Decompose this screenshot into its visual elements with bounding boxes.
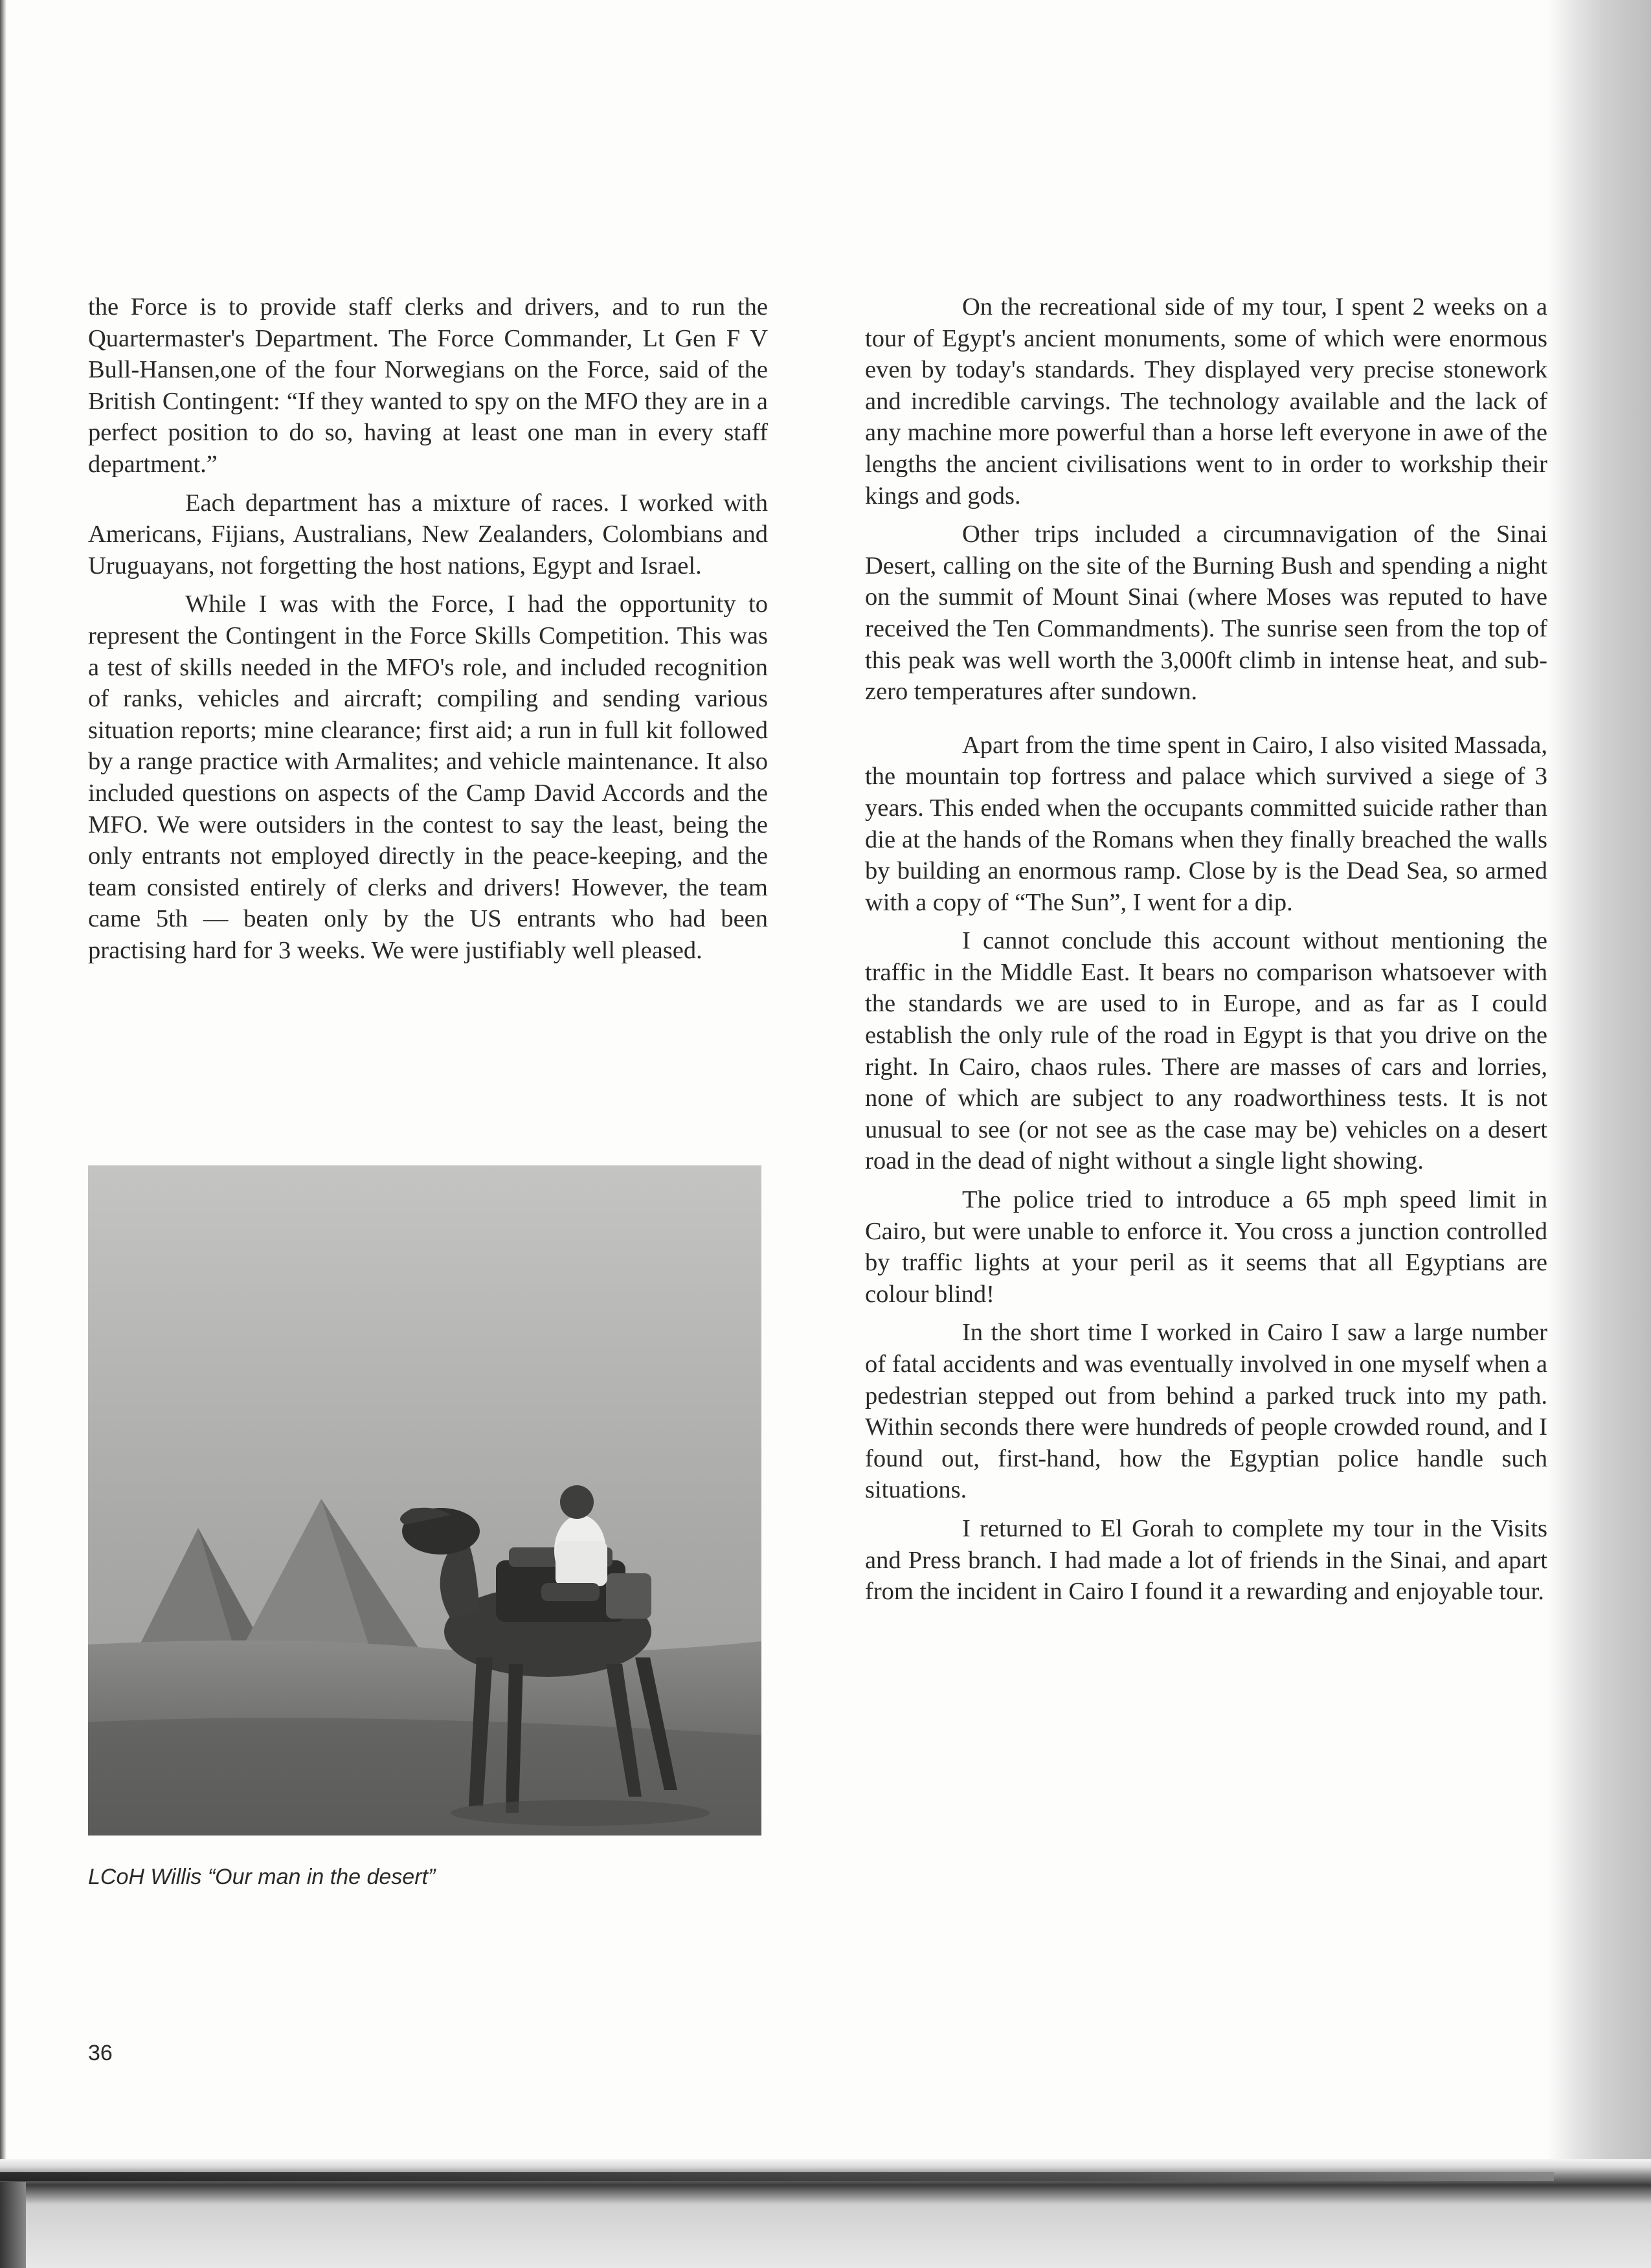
scan-corner: [0, 2182, 26, 2268]
right-paragraph-6: In the short time I worked in Cairo I saw a large number of fatal accidents and was eventually involved in one myself when a pedestrian stepped out from behind a parked truck into my path. Within seconds there were hundreds of people crowded round, and I found out, first-hand, how the Egyptian police handle such situations.: [865, 1319, 1547, 1504]
right-paragraph-4: I cannot conclude this account without mentioning the traffic in the Middle East. It bears no comparison whatsoever with the standards we are used to in Europe, and as far as I could establish the only rule of the road in Egypt is that you drive on the right. In Cairo, chaos rules. There are masses of cars and lorries, none of which are subject to any roadworthiness tests. It is not unusual to see (or not see as the case may be) vehicles on a desert road in the dead of night without a single light showing.: [865, 927, 1547, 1175]
page-number: 36: [88, 2041, 113, 2065]
right-column: [865, 291, 1547, 1615]
right-paragraph-7: I returned to El Gorah to complete my tour in the Visits and Press branch. I had made a lot of friends in the Sinai, and apart from the incident in Cairo I found it a rewarding and enjoyable tour.: [865, 1514, 1547, 1606]
left-paragraph-3: While I was with the Force, I had the opportunity to represent the Contingent in the Force Skills Competition. This was a test of skills needed in the MFO's role, and included recognition of ranks, vehicles and aircraft; compiling and sending various situation reports; mine clearance; first aid; a run in full kit followed by a range practice with Armalites; and vehicle maintenance. It also included questions on aspects of the Camp David Accords and the MFO. We were outsiders in the contest to say the least, being the only entrants not employed directly in the peace-keeping, and the team consisted entirely of clerks and drivers! However, the team came 5th — beaten only by the US entrants who had been practising hard for 3 weeks. We were justifiably well pleased.: [88, 590, 768, 964]
scan-left-edge: [0, 0, 6, 2268]
camel-pyramids-photo: [88, 1165, 761, 1836]
left-paragraph-2: Each department has a mixture of races. I worked with Americans, Fijians, Australians, New Zealanders, Colombians and Uruguayans, not forgetting the host nations, Egypt and Israel.: [88, 489, 768, 579]
right-paragraph-3: Apart from the time spent in Cairo, I also visited Massada, the mountain top fortress and palace which survived a siege of 3 years. This ended when the occupants committed suicide rather than die at the hands of the Romans when they finally breached the walls by building an enormous ramp. Close by is the Dead Sea, so armed with a copy of “The Sun”, I went for a dip.: [865, 731, 1547, 916]
scan-bottom-line: [0, 2172, 1554, 2181]
right-paragraph-5: The police tried to introduce a 65 mph speed limit in Cairo, but were unable to enforce it. You cross a junction controlled by traffic lights at your peril as it seems that all Egyptians are colour blind!: [865, 1186, 1547, 1308]
right-paragraph-2: Other trips included a circumnavigation of the Sinai Desert, calling on the site of the Burning Bush and spending a night on the summit of Mount Sinai (where Moses was reputed to have received the Ten Commandments). The sunrise seen from the top of this peak was well worth the 3,000ft climb in intense heat, and sub-zero temperatures after sundown.: [865, 521, 1547, 706]
left-column: [88, 291, 768, 973]
right-paragraph-1: On the recreational side of my tour, I spent 2 weeks on a tour of Egypt's ancient monuments, some of which were enormous even by today's standards. They displayed very precise stonework and incredible carvings. The technology available and the lack of any machine more powerful than a horse left everyone in awe of the lengths the ancient civilisations went to in order to workship their kings and gods.: [865, 293, 1547, 510]
left-paragraph-1: the Force is to provide staff clerks and drivers, and to run the Quartermaster's Department. The Force Commander, Lt Gen F V Bull-Hansen,one of the four Norwegians on the Force, said of the British Contingent: “If they wanted to spy on the MFO they are in a perfect position to do so, having at least one man in every staff department.”: [88, 293, 768, 478]
photo-caption: LCoH Willis “Our man in the desert”: [88, 1865, 436, 1889]
spine-shadow: [1547, 0, 1651, 2268]
